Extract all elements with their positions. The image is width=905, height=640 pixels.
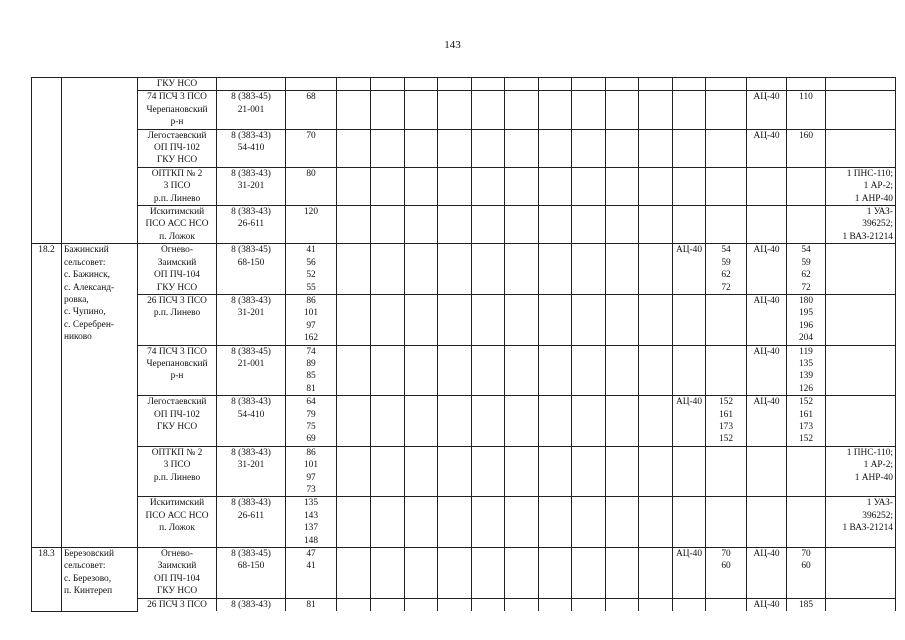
phone-cell: 8 (383-45) 21-001	[217, 91, 286, 129]
extra-equipment-cell	[826, 345, 896, 396]
empty-cell	[606, 206, 639, 244]
row-number-cell: 18.3	[32, 548, 62, 612]
empty-cell	[371, 446, 405, 497]
empty-cell	[539, 396, 572, 447]
equipment-cell: АЦ-40	[747, 91, 787, 129]
equipment-time-cell: 54 59 62 72	[787, 244, 826, 295]
table-row	[32, 294, 896, 345]
empty-cell	[438, 78, 472, 91]
empty-cell	[505, 167, 539, 205]
equipment-time-cell: 185	[787, 598, 826, 611]
fire-station-cell: Искитимский ПСО АСС НСО п. Ложок	[138, 497, 217, 548]
settlement-cell: Бажинский сельсовет: с. Бажинск, с. Александ- ровка, с. Чупино, с. Серебрен- никово	[62, 244, 138, 548]
equipment-cell: АЦ-40	[673, 548, 706, 599]
empty-cell	[639, 548, 673, 599]
equipment-cell: АЦ-40	[747, 598, 787, 611]
empty-cell	[572, 78, 606, 91]
equipment-cell	[673, 206, 706, 244]
empty-cell	[639, 91, 673, 129]
empty-cell	[572, 598, 606, 611]
empty-cell	[405, 396, 438, 447]
empty-cell	[572, 294, 606, 345]
extra-equipment-cell	[826, 129, 896, 167]
equipment-cell	[673, 446, 706, 497]
empty-cell	[572, 91, 606, 129]
empty-cell	[505, 294, 539, 345]
empty-cell	[572, 206, 606, 244]
empty-cell	[539, 548, 572, 599]
equipment-cell: АЦ-40	[673, 244, 706, 295]
distance-cell: 135 143 137 148	[286, 497, 337, 548]
empty-cell	[505, 129, 539, 167]
equipment-time-cell: 152 161 173 152	[787, 396, 826, 447]
equipment-time-cell	[787, 497, 826, 548]
fire-station-cell: ОПТКП № 2 3 ПСО р.п. Линево	[138, 167, 217, 205]
empty-cell	[438, 167, 472, 205]
fire-station-cell: ОПТКП № 2 3 ПСО р.п. Линево	[138, 446, 217, 497]
table-row	[32, 548, 896, 599]
empty-cell	[606, 91, 639, 129]
empty-cell	[405, 294, 438, 345]
empty-cell	[405, 497, 438, 548]
empty-cell	[639, 345, 673, 396]
equipment-time-cell: 119 135 139 126	[787, 345, 826, 396]
empty-cell	[405, 345, 438, 396]
fire-station-cell: ГКУ НСО	[138, 78, 217, 91]
empty-cell	[438, 244, 472, 295]
empty-cell	[337, 396, 371, 447]
equipment-cell	[747, 446, 787, 497]
empty-cell	[539, 598, 572, 611]
empty-cell	[472, 345, 505, 396]
empty-cell	[405, 446, 438, 497]
empty-cell	[539, 345, 572, 396]
equipment-time-cell: 160	[787, 129, 826, 167]
empty-cell	[539, 91, 572, 129]
equipment-time-cell: 70 60	[787, 548, 826, 599]
table-row	[32, 446, 896, 497]
empty-cell	[371, 294, 405, 345]
empty-cell	[639, 497, 673, 548]
table-row	[32, 78, 896, 91]
empty-cell	[337, 598, 371, 611]
equipment-cell	[747, 78, 787, 91]
empty-cell	[405, 598, 438, 611]
extra-equipment-cell: 1 УАЗ- 396252; 1 ВАЗ-21214	[826, 206, 896, 244]
empty-cell	[371, 548, 405, 599]
empty-cell	[639, 244, 673, 295]
extra-equipment-cell	[826, 91, 896, 129]
equipment-cell: АЦ-40	[747, 548, 787, 599]
equipment-time-cell	[706, 78, 747, 91]
empty-cell	[405, 78, 438, 91]
empty-cell	[337, 206, 371, 244]
equipment-time-cell	[706, 167, 747, 205]
empty-cell	[472, 396, 505, 447]
empty-cell	[539, 497, 572, 548]
empty-cell	[438, 446, 472, 497]
equipment-cell: АЦ-40	[673, 396, 706, 447]
empty-cell	[606, 396, 639, 447]
distance-cell: 41 56 52 55	[286, 244, 337, 295]
empty-cell	[505, 446, 539, 497]
table-row	[32, 396, 896, 447]
equipment-time-cell	[787, 446, 826, 497]
distance-cell	[286, 78, 337, 91]
empty-cell	[371, 91, 405, 129]
empty-cell	[639, 78, 673, 91]
distance-cell: 74 89 85 81	[286, 345, 337, 396]
equipment-time-cell	[706, 91, 747, 129]
empty-cell	[405, 244, 438, 295]
empty-cell	[438, 345, 472, 396]
empty-cell	[337, 78, 371, 91]
empty-cell	[337, 294, 371, 345]
distance-cell: 70	[286, 129, 337, 167]
extra-equipment-cell	[826, 78, 896, 91]
equipment-cell	[673, 167, 706, 205]
fire-station-cell: 26 ПСЧ 3 ПСО	[138, 598, 217, 611]
empty-cell	[606, 497, 639, 548]
distance-cell: 47 41	[286, 548, 337, 599]
fire-station-cell: 26 ПСЧ 3 ПСО р.п. Линево	[138, 294, 217, 345]
distance-cell: 80	[286, 167, 337, 205]
empty-cell	[472, 446, 505, 497]
empty-cell	[337, 167, 371, 205]
empty-cell	[472, 598, 505, 611]
fire-station-cell: Легостаевский ОП ПЧ-102 ГКУ НСО	[138, 396, 217, 447]
empty-cell	[606, 548, 639, 599]
distance-cell: 68	[286, 91, 337, 129]
equipment-cell: АЦ-40	[747, 345, 787, 396]
equipment-cell	[673, 294, 706, 345]
empty-cell	[572, 497, 606, 548]
table-row	[32, 598, 896, 611]
extra-equipment-cell	[826, 598, 896, 611]
empty-cell	[405, 129, 438, 167]
distance-cell: 120	[286, 206, 337, 244]
empty-cell	[438, 129, 472, 167]
extra-equipment-cell: 1 ПНС-110; 1 АР-2; 1 АНР-40	[826, 446, 896, 497]
equipment-time-cell	[706, 345, 747, 396]
phone-cell: 8 (383-43) 31-201	[217, 446, 286, 497]
fire-station-cell: 74 ПСЧ 3 ПСО Черепановский р-н	[138, 345, 217, 396]
empty-cell	[572, 345, 606, 396]
empty-cell	[405, 91, 438, 129]
empty-cell	[606, 446, 639, 497]
empty-cell	[337, 497, 371, 548]
empty-cell	[472, 206, 505, 244]
fire-station-cell: Легостаевский ОП ПЧ-102 ГКУ НСО	[138, 129, 217, 167]
table-row	[32, 91, 896, 129]
empty-cell	[539, 206, 572, 244]
empty-cell	[505, 91, 539, 129]
empty-cell	[371, 244, 405, 295]
empty-cell	[472, 294, 505, 345]
equipment-time-cell	[706, 206, 747, 244]
empty-cell	[472, 91, 505, 129]
empty-cell	[505, 78, 539, 91]
empty-cell	[405, 548, 438, 599]
phone-cell: 8 (383-43) 31-201	[217, 167, 286, 205]
equipment-time-cell	[787, 167, 826, 205]
equipment-time-cell	[706, 129, 747, 167]
empty-cell	[405, 167, 438, 205]
empty-cell	[539, 244, 572, 295]
empty-cell	[371, 129, 405, 167]
equipment-time-cell: 70 60	[706, 548, 747, 599]
extra-equipment-cell: 1 УАЗ- 396252; 1 ВАЗ-21214	[826, 497, 896, 548]
table-row	[32, 244, 896, 295]
fire-station-cell: Искитимский ПСО АСС НСО п. Ложок	[138, 206, 217, 244]
empty-cell	[572, 129, 606, 167]
phone-cell: 8 (383-45) 68-150	[217, 244, 286, 295]
table-row	[32, 497, 896, 548]
phone-cell: 8 (383-43) 31-201	[217, 294, 286, 345]
empty-cell	[505, 598, 539, 611]
empty-cell	[606, 129, 639, 167]
distance-cell: 81	[286, 598, 337, 611]
equipment-cell	[673, 78, 706, 91]
empty-cell	[472, 167, 505, 205]
fire-station-cell: 74 ПСЧ 3 ПСО Черепановский р-н	[138, 91, 217, 129]
phone-cell: 8 (383-43) 26-611	[217, 497, 286, 548]
equipment-cell	[747, 497, 787, 548]
phone-cell: 8 (383-43) 54-410	[217, 129, 286, 167]
extra-equipment-cell	[826, 294, 896, 345]
empty-cell	[539, 446, 572, 497]
empty-cell	[606, 345, 639, 396]
empty-cell	[438, 206, 472, 244]
empty-cell	[337, 129, 371, 167]
fire-station-table	[31, 77, 896, 612]
empty-cell	[572, 446, 606, 497]
empty-cell	[572, 167, 606, 205]
empty-cell	[337, 548, 371, 599]
empty-cell	[639, 167, 673, 205]
distance-cell: 64 79 75 69	[286, 396, 337, 447]
empty-cell	[472, 244, 505, 295]
empty-cell	[371, 598, 405, 611]
empty-cell	[438, 598, 472, 611]
equipment-time-cell	[706, 446, 747, 497]
empty-cell	[371, 78, 405, 91]
equipment-time-cell: 54 59 62 72	[706, 244, 747, 295]
table-row	[32, 206, 896, 244]
empty-cell	[572, 548, 606, 599]
empty-cell	[505, 396, 539, 447]
equipment-cell: АЦ-40	[747, 294, 787, 345]
row-number-cell: 18.2	[32, 244, 62, 548]
empty-cell	[438, 497, 472, 548]
empty-cell	[337, 446, 371, 497]
settlement-cell	[62, 78, 138, 244]
empty-cell	[505, 548, 539, 599]
empty-cell	[639, 396, 673, 447]
empty-cell	[371, 167, 405, 205]
equipment-cell: АЦ-40	[747, 244, 787, 295]
empty-cell	[539, 167, 572, 205]
equipment-cell	[673, 497, 706, 548]
empty-cell	[606, 294, 639, 345]
equipment-time-cell	[787, 78, 826, 91]
equipment-cell: АЦ-40	[747, 396, 787, 447]
empty-cell	[572, 396, 606, 447]
fire-station-cell: Огнево- Заимский ОП ПЧ-104 ГКУ НСО	[138, 244, 217, 295]
equipment-cell	[673, 345, 706, 396]
empty-cell	[337, 91, 371, 129]
extra-equipment-cell: 1 ПНС-110; 1 АР-2; 1 АНР-40	[826, 167, 896, 205]
empty-cell	[371, 345, 405, 396]
empty-cell	[539, 294, 572, 345]
empty-cell	[371, 497, 405, 548]
empty-cell	[606, 244, 639, 295]
equipment-time-cell: 152 161 173 152	[706, 396, 747, 447]
empty-cell	[505, 497, 539, 548]
empty-cell	[639, 294, 673, 345]
empty-cell	[438, 396, 472, 447]
empty-cell	[438, 91, 472, 129]
equipment-cell	[673, 598, 706, 611]
equipment-time-cell: 180 195 196 204	[787, 294, 826, 345]
phone-cell: 8 (383-43)	[217, 598, 286, 611]
empty-cell	[337, 345, 371, 396]
phone-cell: 8 (383-45) 21-001	[217, 345, 286, 396]
empty-cell	[472, 129, 505, 167]
equipment-cell	[747, 206, 787, 244]
equipment-cell	[673, 129, 706, 167]
empty-cell	[337, 244, 371, 295]
extra-equipment-cell	[826, 548, 896, 599]
empty-cell	[606, 78, 639, 91]
empty-cell	[438, 294, 472, 345]
extra-equipment-cell	[826, 244, 896, 295]
empty-cell	[505, 206, 539, 244]
empty-cell	[639, 446, 673, 497]
empty-cell	[472, 548, 505, 599]
empty-cell	[472, 78, 505, 91]
phone-cell	[217, 78, 286, 91]
extra-equipment-cell	[826, 396, 896, 447]
page-number: 143	[444, 39, 461, 51]
empty-cell	[505, 345, 539, 396]
empty-cell	[405, 206, 438, 244]
empty-cell	[472, 497, 505, 548]
empty-cell	[639, 598, 673, 611]
empty-cell	[539, 78, 572, 91]
equipment-time-cell	[706, 294, 747, 345]
row-number-cell	[32, 78, 62, 244]
equipment-time-cell: 110	[787, 91, 826, 129]
equipment-cell	[747, 167, 787, 205]
table-row	[32, 167, 896, 205]
equipment-time-cell	[706, 598, 747, 611]
distance-cell: 86 101 97 73	[286, 446, 337, 497]
empty-cell	[438, 548, 472, 599]
empty-cell	[371, 206, 405, 244]
empty-cell	[639, 129, 673, 167]
empty-cell	[606, 167, 639, 205]
equipment-time-cell	[787, 206, 826, 244]
equipment-time-cell	[706, 497, 747, 548]
table-row	[32, 129, 896, 167]
phone-cell: 8 (383-43) 26-611	[217, 206, 286, 244]
empty-cell	[539, 129, 572, 167]
phone-cell: 8 (383-45) 68-150	[217, 548, 286, 599]
table-row	[32, 345, 896, 396]
distance-cell: 86 101 97 162	[286, 294, 337, 345]
empty-cell	[371, 396, 405, 447]
equipment-cell: АЦ-40	[747, 129, 787, 167]
empty-cell	[572, 244, 606, 295]
empty-cell	[505, 244, 539, 295]
empty-cell	[639, 206, 673, 244]
equipment-cell	[673, 91, 706, 129]
phone-cell: 8 (383-43) 54-410	[217, 396, 286, 447]
fire-station-cell: Огнево- Заимский ОП ПЧ-104 ГКУ НСО	[138, 548, 217, 599]
empty-cell	[606, 598, 639, 611]
settlement-cell: Березовский сельсовет: с. Березово, п. Кинтереп	[62, 548, 138, 612]
